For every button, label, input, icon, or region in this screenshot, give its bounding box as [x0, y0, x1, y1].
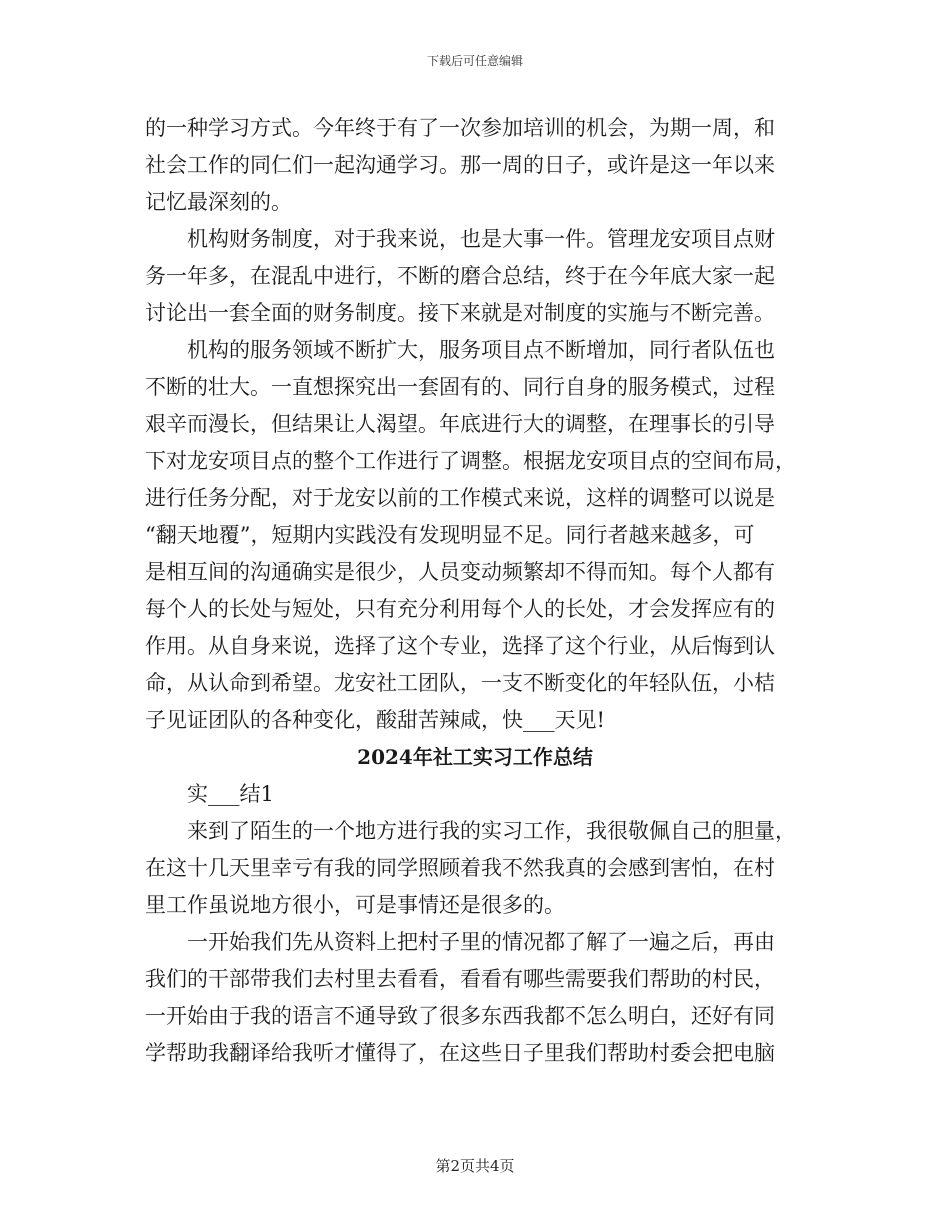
text-line: 学帮助我翻译给我听才懂得了，在这些日子里我们帮助村委会把电脑 [145, 1041, 775, 1065]
section-title: 2024年社工实习工作总结 [357, 745, 593, 769]
text-line: 社会工作的同仁们一起沟通学习。那一周的日子，或许是这一年以来 [145, 153, 775, 177]
text-line: 一开始我们先从资料上把村子里的情况都了解了一遍之后，再由 [187, 930, 775, 954]
text-line: 每个人的长处与短处，只有充分利用每个人的长处，才会发挥应有的 [145, 597, 775, 621]
text-line: 子见证团队的各种变化，酸甜苦辣咸，快___天见! [145, 708, 605, 732]
text-line: 讨论出一套全面的财务制度。接下来就是对制度的实施与不断完善。 [145, 301, 775, 325]
document-body [145, 110, 805, 1072]
text-line: 在这十几天里幸亏有我的同学照顾着我不然我真的会感到害怕，在村 [145, 856, 775, 880]
page-header: 下载后可任意编辑 [426, 54, 523, 68]
text-line: 的一种学习方式。今年终于有了一次参加培训的机会，为期一周，和 [145, 116, 775, 140]
page-footer: 第2页共4页 [435, 1157, 515, 1175]
text-line: 务一年多，在混乱中进行，不断的磨合总结，终于在今年底大家一起 [145, 264, 775, 288]
text-line: 进行任务分配，对于龙安以前的工作模式来说，这样的调整可以说是 [145, 486, 775, 510]
text-line: 作用。从自身来说，选择了这个专业，选择了这个行业，从后悔到认 [145, 634, 775, 658]
text-line: 机构的服务领域不断扩大，服务项目点不断增加，同行者队伍也 [187, 338, 775, 362]
text-line: 一开始由于我的语言不通导致了很多东西我都不怎么明白，还好有同 [145, 1004, 775, 1028]
text-line: 机构财务制度，对于我来说，也是大事一件。管理龙安项目点财 [187, 227, 775, 251]
text-line: 艰辛而漫长，但结果让人渴望。年底进行大的调整，在理事长的引导 [145, 412, 775, 436]
text-line: 是相互间的沟通确实是很少，人员变动频繁却不得而知。每个人都有 [145, 560, 775, 584]
text-line: 下对龙安项目点的整个工作进行了调整。根据龙安项目点的空间布局， [145, 449, 796, 473]
text-line: 记忆最深刻的。 [145, 190, 292, 214]
text-line: 命，从认命到希望。龙安社工团队，一支不断变化的年轻队伍，小桔 [145, 671, 775, 695]
text-line: 我们的干部带我们去村里去看看，看看有哪些需要我们帮助的村民， [145, 967, 775, 991]
text-line: 来到了陌生的一个地方进行我的实习工作，我很敬佩自己的胆量， [187, 819, 796, 843]
text-line: 里工作虽说地方很小，可是事情还是很多的。 [145, 893, 565, 917]
text-line: “翻天地覆”，短期内实践没有发现明显不足。同行者越来越多，可 [145, 523, 755, 547]
subsection-label: 实___结1 [187, 782, 274, 806]
text-line: 不断的壮大。一直想探究出一套固有的、同行自身的服务模式，过程 [145, 375, 775, 399]
